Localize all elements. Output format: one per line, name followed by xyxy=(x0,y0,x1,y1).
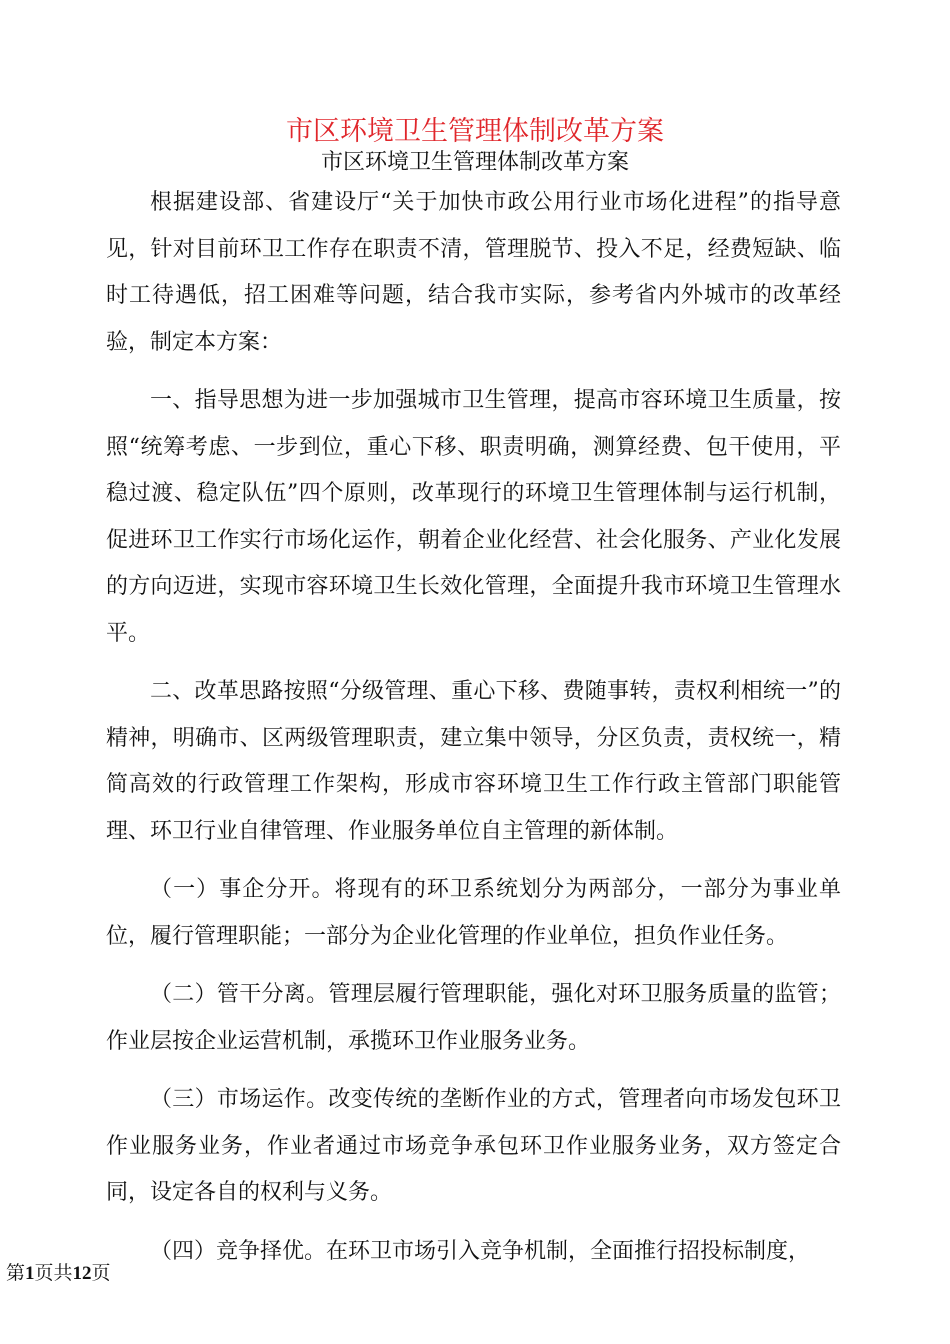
paragraph-competition: （四）竞争择优。在环卫市场引入竞争机制，全面推行招投标制度， xyxy=(150,1238,811,1264)
paragraph-reform-approach: 二、改革思路按照“分级管理、重心下移、费随事转，责权利相统一”的精神，明确市、区两级管理职责，建立集中领导，分区负责，责权统一，精简高效的行政管理工作架构，形成市容环境卫生工作行政主管部门职能管理、环卫行业自律管理、作业服务单位自主管理的新体制。 xyxy=(106,679,841,844)
document-body xyxy=(106,180,841,1275)
paragraph-separation-enterprise: （一）事企分开。将现有的环卫系统划分为两部分，一部分为事业单位，履行管理职能；一部分为企业化管理的作业单位，担负作业任务。 xyxy=(106,877,841,949)
footer-prefix: 第 xyxy=(6,1263,26,1284)
paragraph-intro: 根据建设部、省建设厅“关于加快市政公用行业市场化进程”的指导意见，针对目前环卫工作存在职责不清，管理脱节、投入不足，经费短缺、临时工待遇低，招工困难等问题，结合我市实际，参考省内外城市的改革经验，制定本方案： xyxy=(106,190,841,355)
document-title: 市区环境卫生管理体制改革方案 xyxy=(320,150,629,175)
current-page-number: 1 xyxy=(25,1263,35,1284)
paragraph-guiding-thought: 一、指导思想为进一步加强城市卫生管理，提高市容环境卫生质量，按照“统筹考虑、一步到位，重心下移、职责明确，测算经费、包干使用，平稳过渡、稳定队伍”四个原则，改革现行的环境卫生管理体制与运行机制，促进环卫工作实行市场化运作，朝着企业化经营、社会化服务、产业化发展的方向迈进，实现市容环境卫生长效化管理，全面提升我市环境卫生管理水平。 xyxy=(106,388,841,646)
footer-middle: 页共 xyxy=(34,1263,73,1284)
page-number-footer xyxy=(6,1262,111,1286)
total-page-count: 12 xyxy=(72,1263,92,1284)
document-title-red: 市区环境卫生管理体制改革方案 xyxy=(286,116,664,147)
paragraph-separation-management: （二）管干分离。管理层履行管理职能，强化对环卫服务质量的监管；作业层按企业运营机制，承揽环卫作业服务业务。 xyxy=(106,982,841,1054)
footer-suffix: 页 xyxy=(91,1263,111,1284)
paragraph-market-operation: （三）市场运作。改变传统的垄断作业的方式，管理者向市场发包环卫作业服务业务，作业者通过市场竞争承包环卫作业服务业务，双方签定合同，设定各自的权利与义务。 xyxy=(106,1087,841,1205)
